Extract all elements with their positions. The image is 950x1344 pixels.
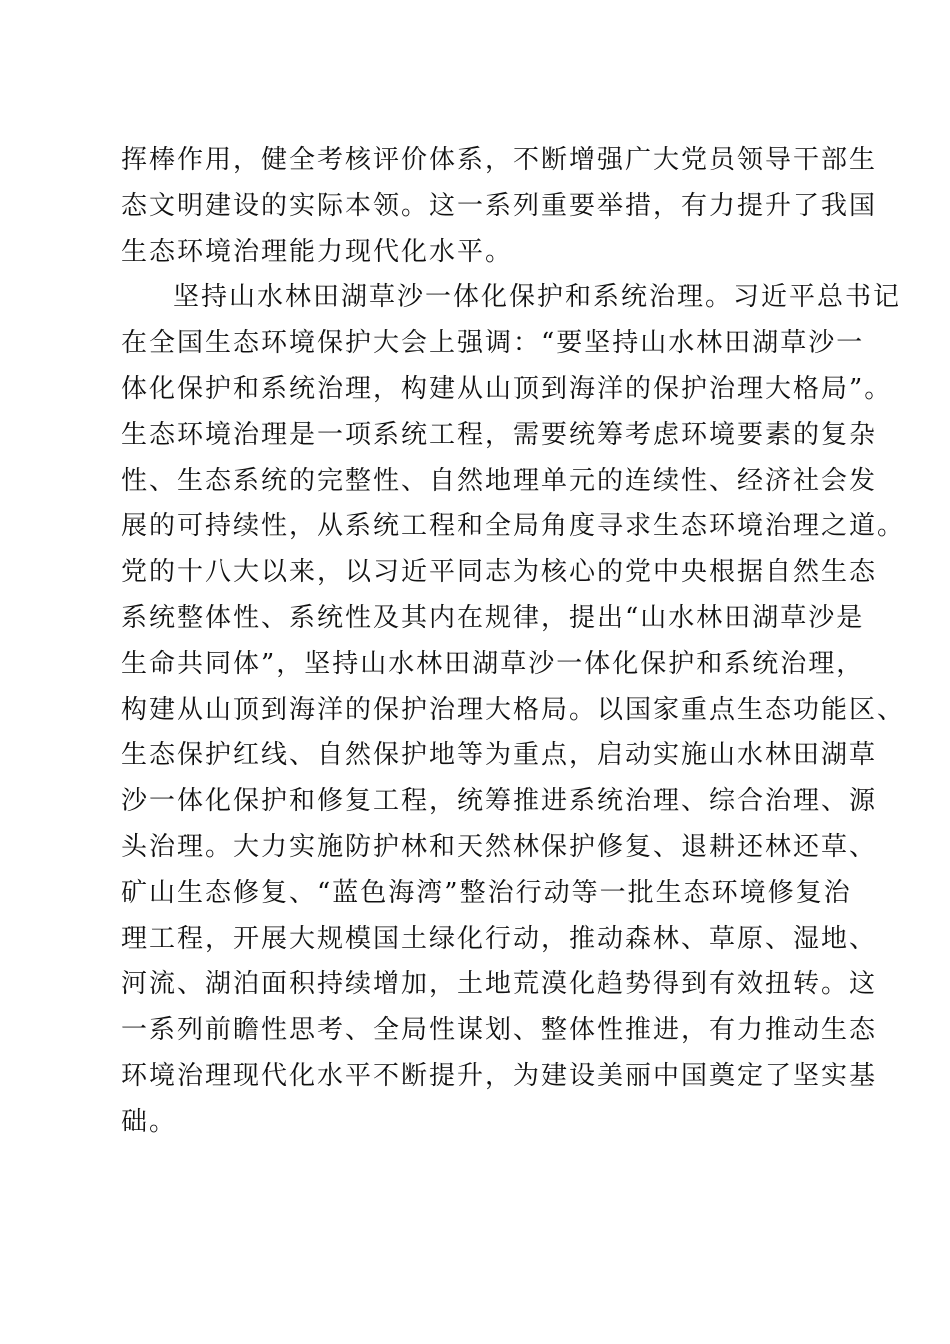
text-line: 坚持山水林田湖草沙一体化保护和系统治理。习近平总书记 — [173, 282, 902, 313]
text-line: 生命共同体”，坚持山水林田湖草沙一体化保护和系统治理， — [121, 648, 865, 679]
paragraph-2 — [121, 275, 906, 1145]
text-line: 理工程，开展大规模国土绿化行动，推动森林、草原、湿地、 — [121, 923, 878, 954]
text-line: 生态环境治理是一项系统工程，需要统筹考虑环境要素的复杂 — [121, 419, 878, 450]
text-line: 挥棒作用，健全考核评价体系，不断增强广大党员领导干部生 — [121, 145, 878, 175]
text-line: 一系列前瞻性思考、全局性谋划、整体性推进，有力推动生态 — [121, 1015, 878, 1046]
text-line: 生态环境治理能力现代化水平。 — [121, 236, 514, 267]
document-body — [121, 138, 906, 1146]
text-line: 系统整体性、系统性及其内在规律，提出“山水林田湖草沙是 — [121, 602, 865, 633]
text-line: 性、生态系统的完整性、自然地理单元的连续性、经济社会发 — [121, 465, 878, 496]
text-line: 础。 — [121, 1106, 178, 1137]
text-line: 构建从山顶到海洋的保护治理大格局。以国家重点生态功能区、 — [121, 694, 906, 725]
text-line: 党的十八大以来，以习近平同志为核心的党中央根据自然生态 — [121, 557, 878, 588]
text-line: 河流、湖泊面积持续增加，土地荒漠化趋势得到有效扭转。这 — [121, 969, 878, 1000]
text-line: 态文明建设的实际本领。这一系列重要举措，有力提升了我国 — [121, 190, 878, 221]
text-line: 展的可持续性，从系统工程和全局角度寻求生态环境治理之道。 — [121, 511, 906, 542]
text-line: 矿山生态修复、“蓝色海湾”整治行动等一批生态环境修复治 — [121, 877, 852, 908]
text-line: 体化保护和系统治理，构建从山顶到海洋的保护治理大格局”。 — [121, 373, 893, 404]
text-line: 环境治理现代化水平不断提升，为建设美丽中国奠定了坚实基 — [121, 1060, 878, 1091]
text-line: 生态保护红线、自然保护地等为重点，启动实施山水林田湖草 — [121, 740, 878, 771]
paragraph-1 — [121, 138, 878, 275]
text-line: 头治理。大力实施防护林和天然林保护修复、退耕还林还草、 — [121, 831, 878, 862]
text-line: 沙一体化保护和修复工程，统筹推进系统治理、综合治理、源 — [121, 786, 878, 817]
text-line: 在全国生态环境保护大会上强调：“要坚持山水林田湖草沙一 — [121, 328, 865, 359]
